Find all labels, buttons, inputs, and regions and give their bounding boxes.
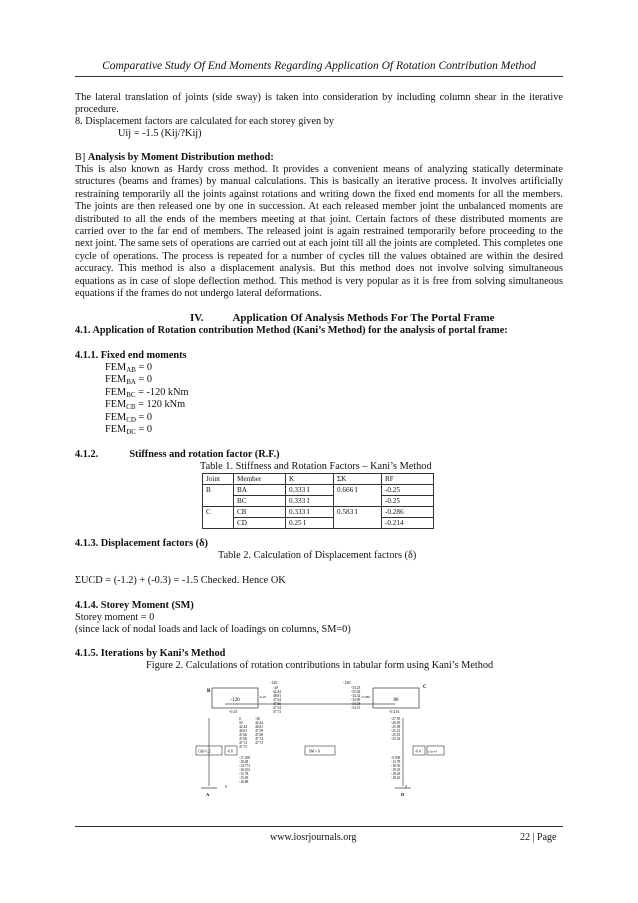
svg-text:-19.48: -19.48 (239, 760, 249, 764)
th-rf: RF (382, 474, 434, 485)
svg-text:-15.83: -15.83 (239, 776, 249, 780)
fem-bc: $FEM_{BC} = -120$ kNm (105, 386, 189, 399)
figure-2-caption: Figure 2. Calculations of rotation contributions in tabular form using Kani’s Method (146, 660, 494, 671)
table-row: B BA 0.333 I 0.666 I -0.25 (203, 485, 434, 496)
svg-text:47.60: 47.60 (255, 733, 264, 737)
svg-text:48.81: 48.81 (273, 694, 282, 698)
svg-text:47.04: 47.04 (273, 698, 282, 702)
table-row: C CB 0.333 I 0.583 I -0.286 (203, 507, 434, 518)
svg-text:-25.21: -25.21 (391, 729, 401, 733)
svg-text:-34.09: -34.09 (351, 698, 361, 702)
section-4-1-4-heading: 4.1.4. Storey Moment (SM) (75, 600, 194, 611)
svg-text:-18.43: -18.43 (391, 772, 401, 776)
svg-text:-18.43: -18.43 (391, 776, 401, 780)
svg-text:-18.30: -18.30 (391, 764, 401, 768)
table-row: CD 0.25 I -0.214 (203, 518, 434, 529)
section-4-1-5-heading: 4.1.5. Iterations by Kani’s Method (75, 648, 226, 659)
right-disp-box-label: Cdc=3 (428, 749, 438, 754)
section-4-1-2-heading (75, 449, 280, 461)
section-b-heading (75, 152, 274, 164)
th-k: K (286, 474, 334, 485)
joint-b-label: B (207, 689, 211, 694)
th-joint: Joint (203, 474, 234, 485)
svg-text:-25.98: -25.98 (391, 725, 401, 729)
svg-text:50: 50 (239, 721, 243, 725)
svg-text:46.81: 46.81 (255, 725, 264, 729)
svg-text:-34.13: -34.13 (351, 706, 361, 710)
svg-text:-27.95: -27.95 (391, 717, 401, 721)
th-member: Member (234, 474, 286, 485)
rf-c-side-label: -0.286 (361, 695, 371, 699)
svg-text:-26.05: -26.05 (391, 721, 401, 725)
svg-text:47.73: 47.73 (273, 710, 282, 714)
section-iv-title: Application Of Analysis Methods For The Portal Frame (232, 312, 495, 324)
svg-text:-13.78: -13.78 (391, 760, 401, 764)
fem-cd: $FEM_{CD} = 0$ (105, 411, 153, 424)
footer-rule (75, 826, 563, 827)
section-b-prefix: B] (75, 152, 86, 163)
svg-text:-20: -20 (273, 686, 278, 690)
joint-c-label: C (423, 685, 427, 690)
stiffness-table (202, 473, 434, 529)
svg-text:47.74: 47.74 (239, 741, 248, 745)
table-2-caption: Table 2. Calculation of Displacement factors (δ) (218, 550, 417, 561)
joint-b-box-value: -120 (230, 698, 240, 703)
col-c-low-values (391, 756, 400, 780)
svg-text:-35.02: -35.02 (351, 690, 361, 694)
left-disp-box-label: Cdb=1.2 (198, 749, 211, 754)
section-4-1-2-number: 4.1.2. (75, 449, 99, 460)
table-1 (202, 473, 434, 529)
section-iv-heading (190, 312, 495, 324)
svg-text:-30: -30 (255, 717, 260, 721)
svg-text:-0.938: -0.938 (391, 756, 401, 760)
page-number: 22 | Page (520, 832, 557, 843)
rf-c-label: -0.214 (389, 709, 400, 714)
left-disp-value: -0.8 (227, 749, 233, 754)
section-4-1-2-title: Stiffness and rotation factor (R.F.) (129, 449, 280, 460)
running-header: Comparative Study Of End Moments Regarding Application Of Rotation Contribution Method (102, 60, 536, 72)
right-disp-value: -0.4 (415, 749, 421, 754)
rf-b-label: -0.25 (229, 709, 238, 714)
fem-ba: $FEM_{BA} = 0$ (105, 374, 153, 387)
displacement-factor-step: 8. Displacement factors are calculated for each storey given by (75, 116, 335, 127)
joint-c-box-value: 80 (393, 698, 399, 703)
joint-d-label: D (401, 792, 405, 797)
svg-text:-34.18: -34.18 (351, 702, 361, 706)
section-iv-number: IV. (190, 312, 204, 324)
svg-text:-33.23: -33.23 (351, 686, 361, 690)
svg-text:46.81: 46.81 (239, 729, 248, 733)
sm-label: SM = 0 (309, 749, 320, 754)
zero-c-label: 0 (405, 785, 407, 789)
footer-url[interactable]: www.iosrjournals.org (270, 832, 357, 843)
fem-list (105, 362, 189, 436)
zero-b-label: 0 (225, 785, 227, 789)
svg-text:47.73: 47.73 (255, 741, 264, 745)
svg-text:47.54: 47.54 (273, 706, 282, 710)
col-c-mid-values (351, 686, 360, 710)
svg-text:-25.54: -25.54 (391, 737, 401, 741)
table-1-caption: Table 1. Stiffness and Rotation Factors – Kani’s Method (200, 461, 432, 472)
svg-text:-16.88: -16.88 (239, 780, 249, 784)
svg-text:-15.78: -15.78 (239, 772, 249, 776)
displacement-check: ΣUCD = (-1.2) + (-0.3) = -1.5 Checked. Hence OK (75, 575, 286, 586)
svg-text:47.74: 47.74 (255, 737, 264, 741)
svg-text:42.44: 42.44 (273, 690, 282, 694)
svg-text:-25.61: -25.61 (391, 733, 401, 737)
intro-paragraph: The lateral translation of joints (side sway) is taken into consideration by including column shear in the iterative procedure. (75, 92, 563, 116)
svg-text:-14.771: -14.771 (239, 764, 251, 768)
svg-text:-34.32: -34.32 (351, 694, 361, 698)
fem-dc: $FEM_{DC} = 0$ (105, 424, 153, 437)
section-4-1-3-heading: 4.1.3. Displacement factors (δ) (75, 538, 208, 549)
joint-a-label: A (206, 792, 210, 797)
section-b-title: Analysis by Moment Distribution method: (87, 152, 274, 163)
fem-bc-label: -120 (270, 680, 278, 685)
col-b-top-values (273, 686, 281, 714)
table-row: BC 0.333 I -0.25 (203, 496, 434, 507)
fem-cb-label: -120 (343, 680, 351, 685)
section-4-1-1-heading: 4.1.1. Fixed end moments (75, 350, 187, 361)
svg-text:47.59: 47.59 (255, 729, 264, 733)
svg-text:47.73: 47.73 (239, 745, 248, 749)
svg-text:47.60: 47.60 (239, 737, 248, 741)
svg-text:47.66: 47.66 (273, 702, 282, 706)
svg-text:-18.18: -18.18 (391, 768, 401, 772)
th-sum-k: ΣK (334, 474, 382, 485)
col-b-low-values (239, 756, 250, 784)
col-b-left-values (239, 717, 247, 749)
table-header-row (203, 474, 434, 485)
displacement-formula: Uij = -1.5 (Kij/?Kij) (118, 128, 202, 139)
kani-iteration-figure (195, 676, 445, 798)
rf-b-side-label: -0.25 (259, 695, 267, 699)
section-b-body: This is also known as Hardy cross method. It provides a convenient means of analyzing statically determinate structures (beams and frames) by manual calculations. This is basically an iterative process. It involves artificially restraining temporarily all the joints against rotations and writing down the fixed end moments for all the members. The joints are then released one by one in succession. At each released member joint the unbalanced moments are distributed to all the ends of the members meeting at that joint. Certain factors of these distributed moments are carried over to the far end of members. The released joint is again restrained temporarily before proceeding to the next joint. The same sets of operations are carried out at each joint till all the joints are completed. This completes one cycle of operations. The process is repeated for a number of cycles till the values obtained are within the desired accuracy. This method is also a displacement analysis. But this method does not involve solving simultaneous equations as in case of slope deflection method. This method is very popular as it is free from solving simultaneous equations if the frames do not undergo lateral deformations. (75, 164, 563, 300)
svg-text:42.44: 42.44 (255, 721, 264, 725)
section-4-1-heading: 4.1. Application of Rotation contribution Method (Kani’s Method) for the analysis of portal frame: (75, 325, 508, 336)
storey-moment-value: Storey moment = 0 (75, 612, 155, 623)
svg-text:0: 0 (239, 717, 241, 721)
col-b-row-values (255, 717, 263, 745)
storey-moment-note: (since lack of nodal loads and lack of loadings on columns, SM=0) (75, 624, 351, 635)
svg-text:-16.102: -16.102 (239, 768, 251, 772)
svg-text:42.44: 42.44 (239, 725, 248, 729)
fem-cb: $FEM_{CB} = 120$ kNm (105, 399, 186, 412)
svg-text:47.66: 47.66 (239, 733, 248, 737)
header-rule (75, 76, 563, 77)
col-c-right-values (391, 717, 400, 741)
svg-text:-17.458: -17.458 (239, 756, 251, 760)
fem-ab: $FEM_{AB} = 0$ (105, 362, 153, 374)
